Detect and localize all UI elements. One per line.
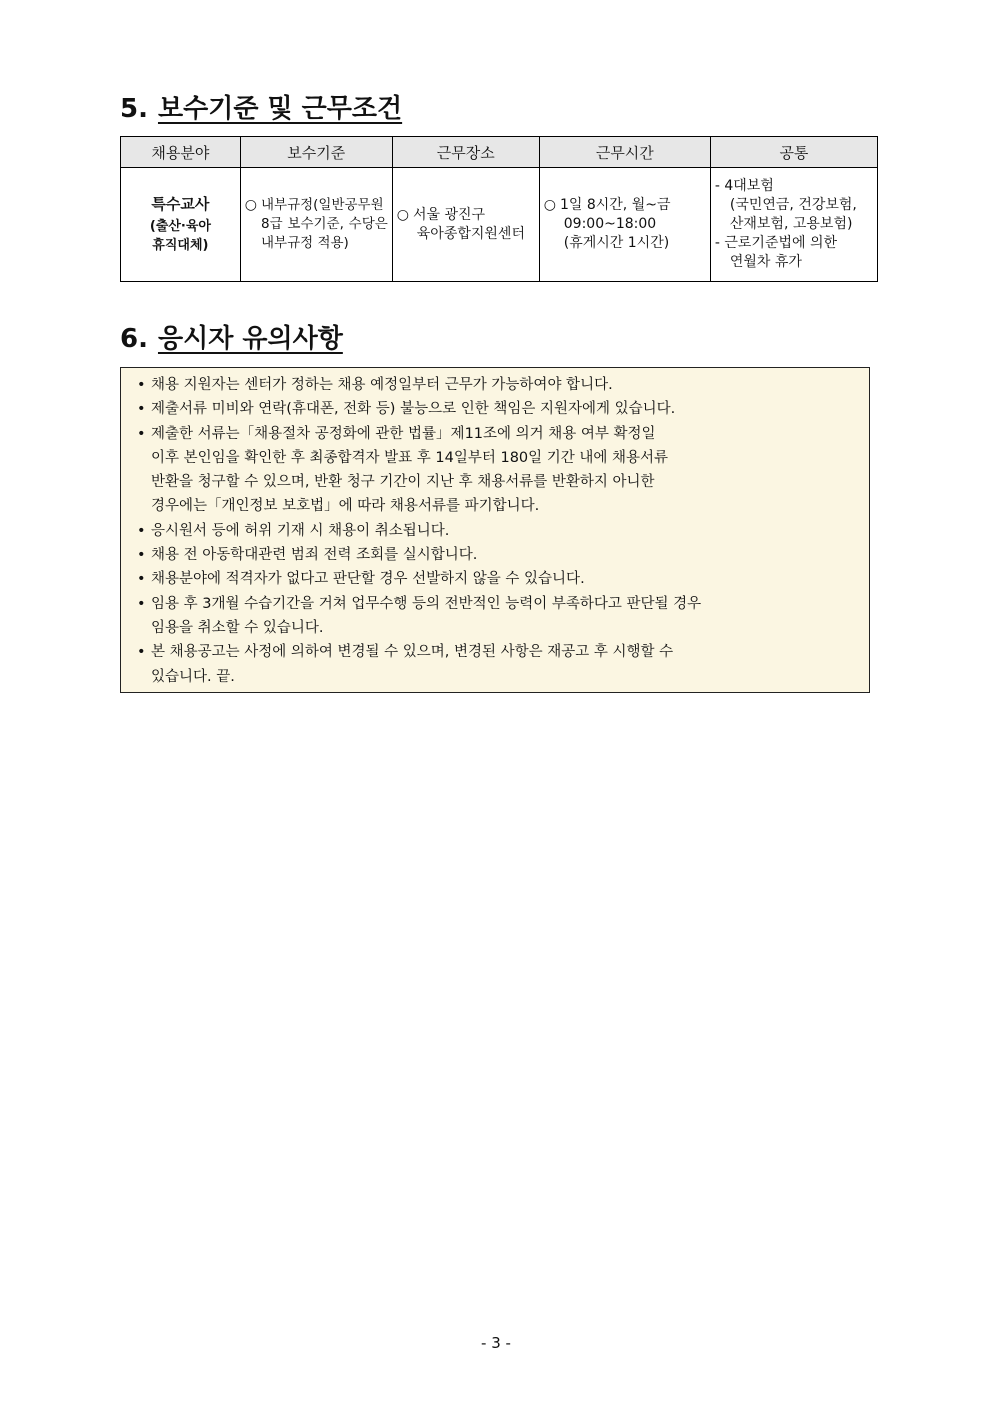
bullet-icon: • <box>137 595 146 612</box>
table-row <box>121 168 878 282</box>
field-note-1: (출산·육아 <box>149 218 211 234</box>
notice-text <box>151 397 675 421</box>
common-item-2-detail: 연월차 휴가 <box>729 254 802 270</box>
section-title: 응시자 유의사항 <box>157 324 343 354</box>
hours-line-3: (휴게시간 1시간) <box>563 235 670 251</box>
cell-place <box>392 168 539 282</box>
notice-item <box>137 373 859 397</box>
notice-item <box>137 640 859 689</box>
section-number: 6. <box>120 324 148 354</box>
table-header-row <box>121 137 878 168</box>
notice-text-line: 채용 전 아동학대관련 범죄 전력 조회를 실시합니다. <box>151 547 478 564</box>
section-number: 5. <box>120 94 148 124</box>
notice-text-line: 채용 지원자는 센터가 정하는 채용 예정일부터 근무가 가능하여야 합니다. <box>151 377 613 393</box>
bullet-icon: • <box>137 547 146 564</box>
page-number: - 3 - <box>481 1334 511 1352</box>
section-6-heading <box>120 318 343 355</box>
bullet-icon: • <box>137 522 146 539</box>
circle-bullet-icon: ○ <box>396 206 409 223</box>
notice-text-line: 응시원서 등에 허위 기재 시 채용이 취소됩니다. <box>151 522 450 539</box>
notice-text <box>151 422 668 519</box>
circle-bullet-icon: ○ <box>244 197 257 213</box>
cell-common <box>710 168 877 282</box>
notice-text-line: 제출서류 미비와 연락(휴대폰, 전화 등) 불능으로 인한 책임은 지원자에게 있습니다. <box>151 401 676 418</box>
pay-conditions-table <box>120 136 878 282</box>
notice-text-line: 임용을 취소할 수 있습니다. <box>151 619 324 636</box>
notice-box <box>120 367 870 693</box>
header-field: 채용분야 <box>121 137 241 168</box>
section-title: 보수기준 및 근무조건 <box>157 94 403 124</box>
bullet-icon: • <box>137 377 146 393</box>
field-name: 특수교사 <box>151 194 210 213</box>
bullet-icon: • <box>137 425 146 442</box>
hours-line-2: 09:00~18:00 <box>563 216 657 232</box>
notice-item <box>137 422 859 519</box>
place-line-1: 서울 광진구 <box>413 206 486 223</box>
header-pay: 보수기준 <box>240 137 392 168</box>
common-item-1-detail-a: (국민연금, 건강보험, <box>729 197 857 213</box>
notice-text-line: 반환을 청구할 수 있으며, 반환 청구 기간이 지난 후 채용서류를 반환하지 아니한 <box>151 474 655 491</box>
notice-text-line: 채용분야에 적격자가 없다고 판단할 경우 선발하지 않을 수 있습니다. <box>151 571 585 588</box>
notice-text-line: 있습니다. 끝. <box>151 668 235 685</box>
notice-text-line: 임용 후 3개월 수습기간을 거쳐 업무수행 등의 전반적인 능력이 부족하다고 판단될 경우 <box>151 595 702 612</box>
notice-item <box>137 397 859 421</box>
header-common: 공통 <box>710 137 877 168</box>
bullet-icon: • <box>137 644 146 661</box>
notice-text <box>151 640 673 689</box>
notice-text-line: 본 채용공고는 사정에 의하여 변경될 수 있으며, 변경된 사항은 재공고 후 시행할 수 <box>151 644 674 661</box>
field-note-2: 휴직대체) <box>152 237 209 253</box>
notice-item <box>137 519 859 543</box>
notice-text <box>151 567 585 591</box>
hours-line-1: 1일 8시간, 월~금 <box>559 197 671 213</box>
notice-text <box>151 373 613 397</box>
place-line-2: 육아종합지원센터 <box>416 225 525 242</box>
notice-text-line: 경우에는「개인정보 보호법」에 따라 채용서류를 파기합니다. <box>151 498 540 515</box>
notice-text <box>151 543 477 567</box>
section-5-heading <box>120 88 402 125</box>
bullet-icon: • <box>137 571 146 588</box>
common-item-2: - 근로기준법에 의한 <box>714 235 838 251</box>
header-place: 근무장소 <box>392 137 539 168</box>
common-item-1: - 4대보험 <box>714 178 774 194</box>
cell-field <box>121 168 241 282</box>
notice-item <box>137 567 859 591</box>
pay-standard-text: 내부규정(일반공무원 8급 보수기준, 수당은 내부규정 적용) <box>261 197 388 251</box>
notice-text-line: 제출한 서류는「채용절차 공정화에 관한 법률」제11조에 의거 채용 여부 확정일 <box>151 425 656 442</box>
notice-item <box>137 592 859 641</box>
notice-text <box>151 592 701 641</box>
cell-pay <box>240 168 392 282</box>
common-item-1-detail-b: 산재보험, 고용보험) <box>729 216 853 232</box>
bullet-icon: • <box>137 401 146 418</box>
header-hours: 근무시간 <box>539 137 710 168</box>
cell-hours <box>539 168 710 282</box>
notice-text-line: 이후 본인임을 확인한 후 최종합격자 발표 후 14일부터 180일 기간 내에 채용서류 <box>151 449 669 466</box>
notice-list <box>137 373 859 689</box>
notice-item <box>137 543 859 567</box>
notice-text <box>151 519 449 543</box>
circle-bullet-icon: ○ <box>543 197 556 213</box>
